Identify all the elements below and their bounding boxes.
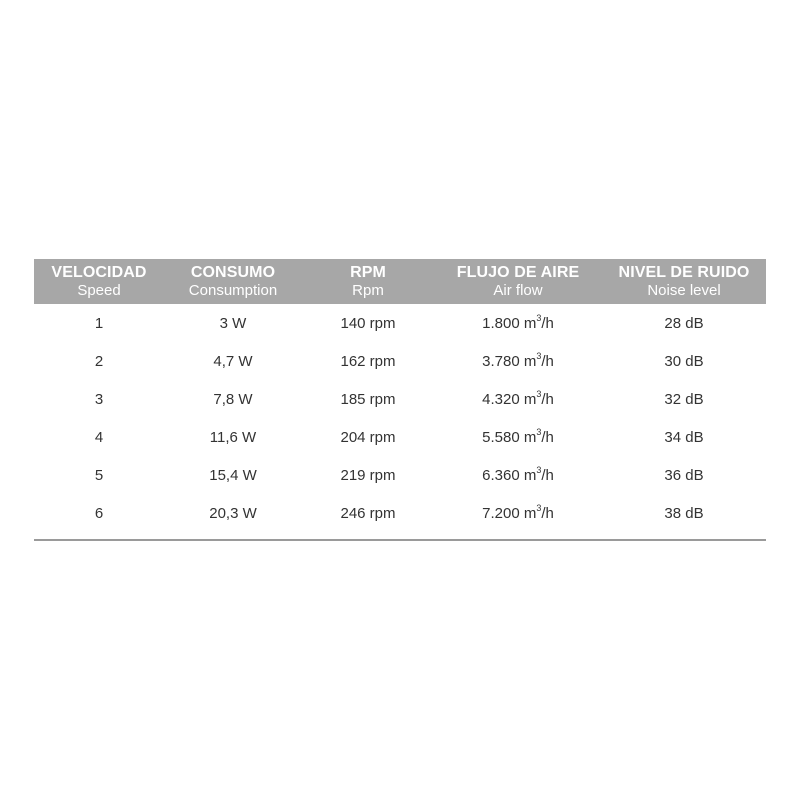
cell-rpm: 185 rpm	[340, 390, 396, 408]
cell-consumption: 7,8 W	[213, 390, 253, 408]
cell-speed: 2	[94, 352, 104, 370]
cell-noise: 36 dB	[664, 466, 704, 484]
header-consumption-es: CONSUMO	[190, 264, 276, 281]
header-consumption	[164, 259, 302, 304]
airflow-exponent: 3	[536, 388, 542, 399]
cell-noise: 28 dB	[664, 314, 704, 332]
cell-consumption: 11,6 W	[209, 428, 257, 446]
airflow-unit: /h	[541, 390, 554, 408]
airflow-value: 1.800 m	[482, 314, 537, 332]
table-row	[34, 380, 766, 418]
cell-speed: 5	[94, 466, 104, 484]
cell-airflow	[434, 312, 602, 332]
table-row	[34, 304, 766, 342]
header-speed-en: Speed	[77, 282, 121, 299]
table-row	[34, 418, 766, 456]
cell-consumption: 3 W	[219, 314, 247, 332]
table-row	[34, 494, 766, 532]
cell-speed: 1	[94, 314, 104, 332]
header-speed-es: VELOCIDAD	[51, 264, 147, 281]
airflow-value: 7.200 m	[482, 504, 537, 522]
cell-rpm: 219 rpm	[340, 466, 396, 484]
header-rpm	[302, 259, 434, 304]
cell-rpm: 162 rpm	[340, 352, 396, 370]
cell-airflow	[434, 426, 602, 446]
airflow-value: 3.780 m	[482, 352, 537, 370]
airflow-exponent: 3	[536, 464, 542, 475]
airflow-unit: /h	[541, 504, 554, 522]
specs-table	[34, 259, 766, 532]
cell-rpm: 246 rpm	[340, 504, 396, 522]
cell-rpm: 140 rpm	[340, 314, 396, 332]
cell-consumption: 15,4 W	[209, 466, 257, 484]
cell-noise: 38 dB	[664, 504, 704, 522]
airflow-exponent: 3	[536, 312, 542, 323]
cell-airflow	[434, 388, 602, 408]
header-noise-en: Noise level	[647, 282, 721, 299]
table-row	[34, 342, 766, 380]
cell-speed: 6	[94, 504, 104, 522]
cell-airflow	[434, 502, 602, 522]
cell-rpm: 204 rpm	[340, 428, 396, 446]
table-body	[34, 304, 766, 532]
airflow-value: 6.360 m	[482, 466, 537, 484]
header-rpm-en: Rpm	[352, 282, 384, 299]
airflow-exponent: 3	[536, 350, 542, 361]
cell-airflow	[434, 464, 602, 484]
cell-speed: 4	[94, 428, 104, 446]
header-speed	[34, 259, 164, 304]
cell-consumption: 20,3 W	[209, 504, 257, 522]
cell-noise: 34 dB	[664, 428, 704, 446]
cell-noise: 30 dB	[664, 352, 704, 370]
airflow-exponent: 3	[536, 502, 542, 513]
header-airflow-es: FLUJO DE AIRE	[456, 264, 580, 281]
table-bottom-divider	[34, 539, 766, 541]
table-header	[34, 259, 766, 304]
airflow-value: 5.580 m	[482, 428, 537, 446]
cell-airflow	[434, 350, 602, 370]
cell-noise: 32 dB	[664, 390, 704, 408]
header-airflow	[434, 259, 602, 304]
airflow-unit: /h	[541, 466, 554, 484]
cell-consumption: 4,7 W	[213, 352, 253, 370]
airflow-unit: /h	[541, 428, 554, 446]
airflow-unit: /h	[541, 352, 554, 370]
airflow-unit: /h	[541, 314, 554, 332]
table-row	[34, 456, 766, 494]
header-airflow-en: Air flow	[493, 282, 543, 299]
header-rpm-es: RPM	[350, 264, 386, 281]
header-noise-es: NIVEL DE RUIDO	[618, 264, 750, 281]
airflow-value: 4.320 m	[482, 390, 537, 408]
header-noise	[602, 259, 766, 304]
header-consumption-en: Consumption	[188, 282, 278, 299]
cell-speed: 3	[94, 390, 104, 408]
airflow-exponent: 3	[536, 426, 542, 437]
